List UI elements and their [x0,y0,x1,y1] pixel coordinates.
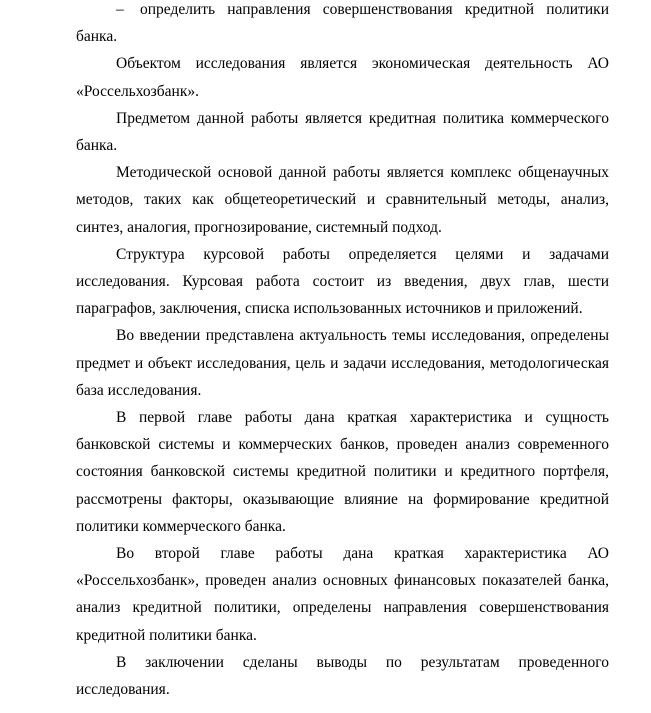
paragraph-chapter-one: В первой главе работы дана краткая характеристика и сущность банковской системы и коммерческих банков, проведен анализ современного состояния банковской системы кредитной политики и кредитного портфеля, рассмотрены факторы, оказывающие влияние на формирование кредитной политики коммерческого банка. [76,409,609,535]
document-page [76,0,609,703]
paragraph-methodology: Методической основой данной работы является комплекс общенаучных методов, таких как общетеоретический и сравнительный методы, анализ, синтез, аналогия, прогнозирование, системный подход. [76,164,609,236]
paragraph-introduction: Во введении представлена актуальность темы исследования, определены предмет и объект исследования, цель и задачи исследования, методологическая база исследования. [76,327,609,399]
paragraph-subject: Предметом данной работы является кредитная политика коммерческого банка. [76,109,609,155]
paragraph-structure: Структура курсовой работы определяется целями и задачами исследования. Курсовая работа состоит из введения, двух глав, шести параграфов, заключения, списка использованных источников и приложений. [76,245,609,318]
bullet-dash: – [116,1,124,18]
bullet-item-directions [76,0,609,50]
paragraph-conclusion: В заключении сделаны выводы по результатам проведенного исследования. [76,653,609,699]
paragraph-chapter-two: Во второй главе работы дана краткая характеристика АО «Россельхозбанк», проведен анализ основных финансовых показателей банка, анализ кредитной политики, определены направления совершенствования кредитной политики банка. [76,545,609,644]
bullet-text: определить направления совершенствования кредитной политики банка. [76,1,609,46]
paragraph-object: Объектом исследования является экономическая деятельность АО «Россельхозбанк». [76,55,609,100]
